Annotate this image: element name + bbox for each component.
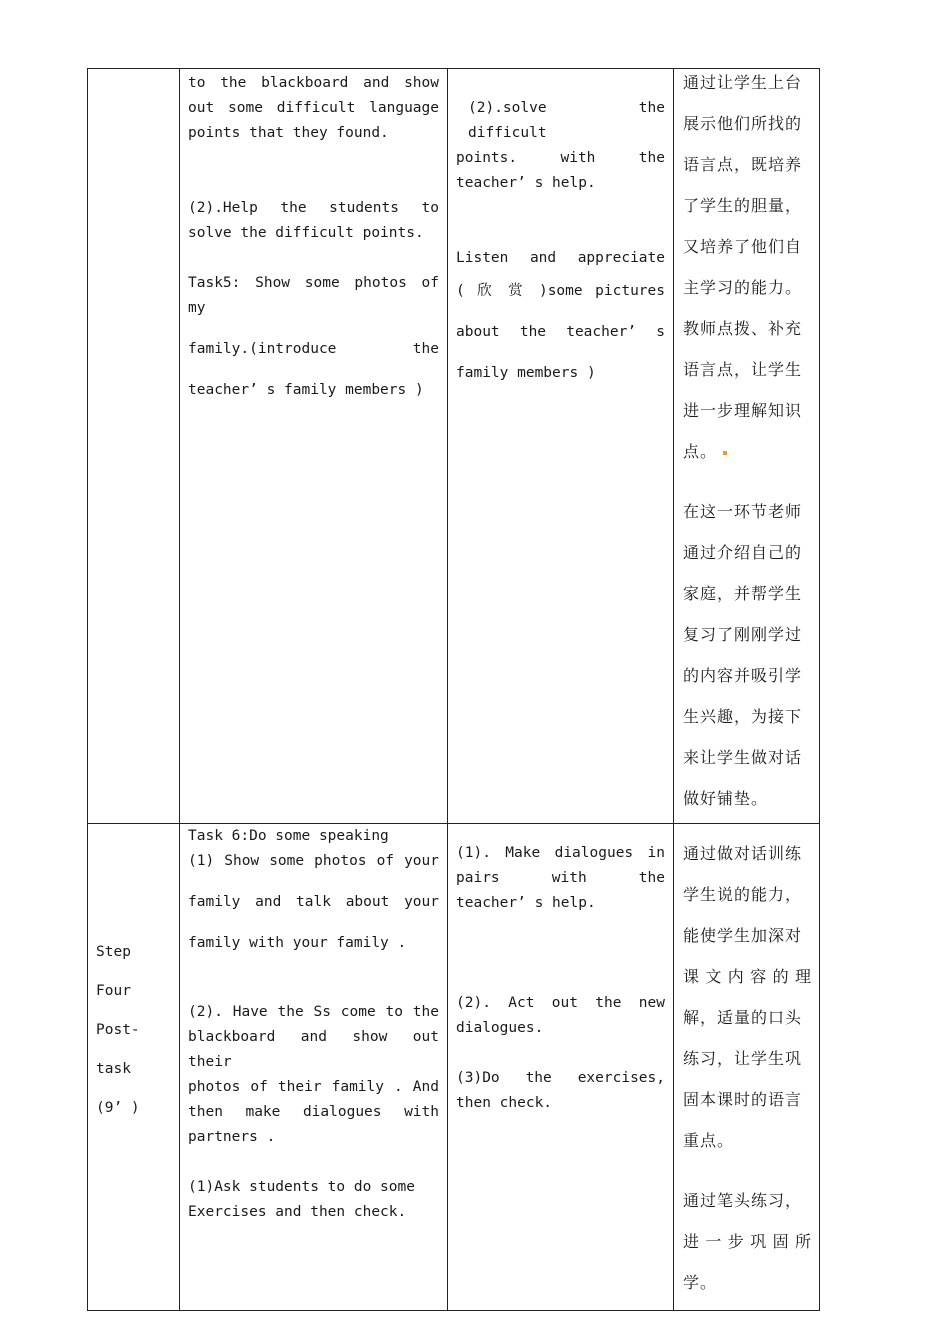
teacher-activity-cell (180, 69, 448, 824)
text-line: 进一步巩固所 (683, 1232, 812, 1251)
text-line: Task5: Show some photos of my (188, 275, 439, 316)
text-line: 语言点，让学生 (683, 360, 803, 379)
text-line: Listen and appreciate (456, 250, 665, 266)
table-row (88, 824, 820, 1311)
text-line: (1). Make dialogues in (456, 845, 665, 861)
student-activity-cell (448, 824, 674, 1311)
text-line: 通过让学生上台 (683, 73, 803, 92)
text-line: photos of their family . And (188, 1079, 439, 1095)
text-line: 进一步理解知识 (683, 401, 803, 420)
text-line: 课文内容的理 (683, 967, 812, 986)
lesson-plan-table (87, 68, 820, 1311)
text-line: 练习，让学生巩 (683, 1049, 803, 1068)
text-line: 教师点拨、补充 (683, 319, 803, 338)
text-line: 生兴趣，为接下 (683, 707, 803, 726)
text-line: blackboard and show out their (188, 1029, 439, 1070)
highlight-mark (723, 451, 727, 455)
text-line: 做好铺垫。 (683, 789, 769, 808)
design-intent-cell (674, 824, 820, 1311)
text-line: 复习了刚刚学过 (683, 625, 803, 644)
design-intent-cell (674, 69, 820, 824)
text-line: Exercises and then check. (188, 1204, 407, 1220)
text-line: 固本课时的语言 (683, 1090, 803, 1109)
text-line: then make dialogues with (188, 1104, 439, 1120)
text-line: 通过介绍自己的 (683, 543, 803, 562)
text-line just: (2).Help the students to (188, 200, 439, 216)
text-line: (1)Ask students to do some (188, 1179, 415, 1195)
text-line: 主学习的能力。 (683, 278, 803, 297)
step-label: Four (96, 983, 131, 999)
step-label: task (96, 1061, 131, 1077)
text-line: points that they found. (188, 125, 389, 141)
text-line: (2). Have the Ss come to the (188, 1004, 439, 1020)
step-cell-empty (88, 69, 180, 824)
text-line: 了学生的胆量， (683, 196, 803, 215)
text-line: then check. (456, 1095, 553, 1111)
text-line: family.(introduce the (188, 341, 439, 357)
teacher-activity-cell (180, 824, 448, 1311)
step-label: Post- (96, 1022, 140, 1038)
text-line: out some difficult language (188, 100, 439, 116)
text-line: 通过笔头练习， (683, 1191, 803, 1210)
text-line: pairs with the (456, 870, 665, 886)
text-line: points. with the (456, 150, 665, 166)
text-line: 解，适量的口头 (683, 1008, 803, 1027)
student-activity-cell (448, 69, 674, 824)
text-line: teacher’ s family members ) (188, 382, 424, 398)
text-line: 又培养了他们自 (683, 237, 803, 256)
text-line: 重点。 (683, 1131, 735, 1150)
text-line: 的内容并吸引学 (683, 666, 803, 685)
text-line: ( 欣 赏 )some pictures (456, 283, 665, 299)
table-row (88, 69, 820, 824)
step-label: Step (96, 944, 131, 960)
text-line: 学。 (683, 1273, 718, 1292)
text-line: dialogues. (456, 1020, 544, 1036)
text-line: 通过做对话训练 (683, 844, 803, 863)
text-line: family with your family . (188, 935, 407, 951)
text-line: 来让学生做对话 (683, 748, 803, 767)
text-line: 点。 (683, 431, 812, 472)
text-line: (2).solve the difficult (468, 100, 665, 141)
text-line: family members ) (456, 365, 596, 381)
text-line: solve the difficult points. (188, 225, 424, 241)
text-line: 能使学生加深对 (683, 926, 803, 945)
text-line: (2). Act out the new (456, 995, 665, 1011)
text-line: (1) Show some photos of your (188, 853, 439, 869)
text-line: 学生说的能力， (683, 885, 803, 904)
text-line: 家庭，并帮学生 (683, 584, 803, 603)
text-line: partners . (188, 1129, 276, 1145)
text-line: 展示他们所找的 (683, 114, 803, 133)
text-line: 语言点，既培养 (683, 155, 803, 174)
step-cell (88, 824, 180, 1311)
text-line: (3)Do the exercises, (456, 1070, 665, 1086)
text-line: teacher’ s help. (456, 895, 596, 911)
step-time: (9’ ) (96, 1100, 140, 1116)
text-line: Task 6:Do some speaking (188, 828, 389, 844)
text-line: about the teacher’ s (456, 324, 665, 340)
text-line: family and talk about your (188, 894, 439, 910)
text-line: 在这一环节老师 (683, 502, 803, 521)
text-line: teacher’ s help. (456, 175, 596, 191)
text-line: to the blackboard and show (188, 75, 439, 91)
